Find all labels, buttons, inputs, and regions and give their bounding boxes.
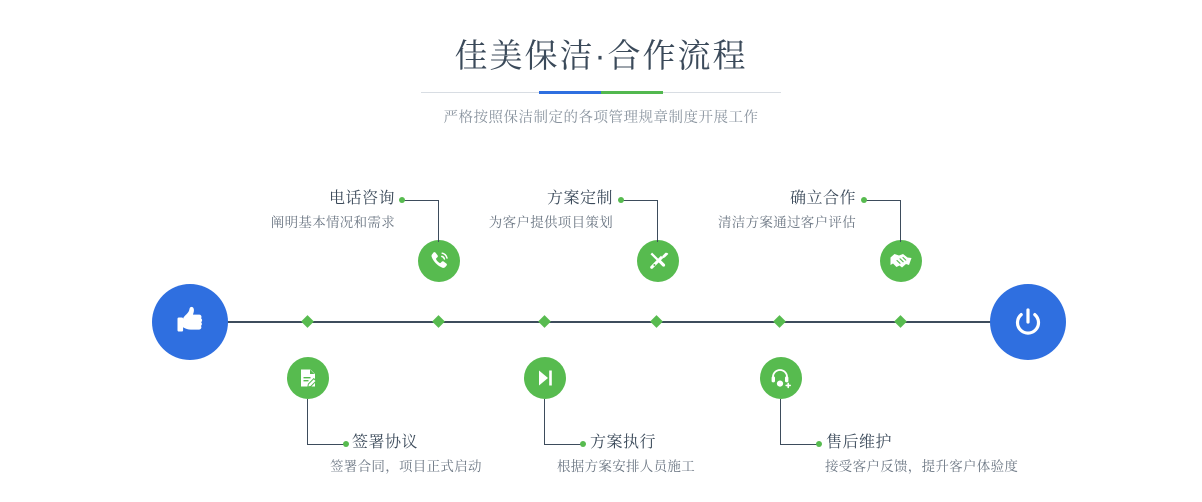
- step-label-3: [360, 188, 613, 234]
- step-title-5: 确立合作: [789, 190, 856, 207]
- axis-marker: [301, 315, 314, 328]
- step-title-2: 签署协议: [352, 434, 419, 451]
- step-node-2[interactable]: [287, 357, 329, 399]
- support-agent-icon: [769, 366, 793, 390]
- step-connector-5-h: [865, 200, 901, 201]
- step-desc-5: 清洁方案通过客户评估: [718, 215, 856, 230]
- axis-marker: [894, 315, 907, 328]
- step-connector-6-h: [780, 444, 818, 445]
- step-connector-2: [307, 399, 308, 444]
- step-connector-4-h: [544, 444, 582, 445]
- step-connector-6-dot: [816, 441, 822, 447]
- thumbs-up-icon: [170, 302, 210, 342]
- step-title-1: 电话咨询: [328, 190, 395, 207]
- step-connector-2-dot: [343, 441, 349, 447]
- axis-marker: [773, 315, 786, 328]
- page-title: 佳美保洁·合作流程: [454, 37, 748, 74]
- step-connector-6: [780, 399, 781, 444]
- axis-marker: [538, 315, 551, 328]
- timeline-end-badge: [990, 284, 1066, 360]
- axis-marker: [650, 315, 663, 328]
- step-label-5: [600, 188, 856, 234]
- step-label-6: [826, 432, 1146, 478]
- power-icon: [1008, 302, 1048, 342]
- step-node-5[interactable]: [880, 240, 922, 282]
- phone-icon: [427, 249, 451, 273]
- step-connector-4: [544, 399, 545, 444]
- step-node-1[interactable]: [418, 240, 460, 282]
- step-title-6: 售后维护: [826, 434, 893, 451]
- step-desc-2: 签署合同，项目正式启动: [330, 459, 482, 474]
- step-node-6[interactable]: [760, 357, 802, 399]
- step-connector-4-dot: [580, 441, 586, 447]
- tools-icon: [646, 249, 670, 273]
- handshake-icon: [888, 248, 914, 274]
- step-connector-5-dot: [861, 197, 867, 203]
- step-connector-2-h: [307, 444, 345, 445]
- step-node-3[interactable]: [637, 240, 679, 282]
- play-forward-icon: [533, 366, 557, 390]
- step-desc-4: 根据方案安排人员施工: [557, 459, 695, 474]
- step-connector-5: [900, 200, 901, 242]
- document-edit-icon: [296, 366, 320, 390]
- step-desc-6: 接受客户反馈，提升客户体验度: [825, 459, 1019, 474]
- step-desc-3: 为客户提供项目策划: [488, 215, 613, 230]
- step-node-4[interactable]: [524, 357, 566, 399]
- step-title-4: 方案执行: [590, 434, 657, 451]
- step-title-3: 方案定制: [546, 190, 613, 207]
- timeline-start-badge: [152, 284, 228, 360]
- step-desc-1: 阐明基本情况和需求: [270, 215, 395, 230]
- axis-marker: [432, 315, 445, 328]
- page-subtitle: 严格按照保洁制定的各项管理规章制度开展工作: [443, 110, 759, 126]
- step-label-1: [140, 188, 395, 234]
